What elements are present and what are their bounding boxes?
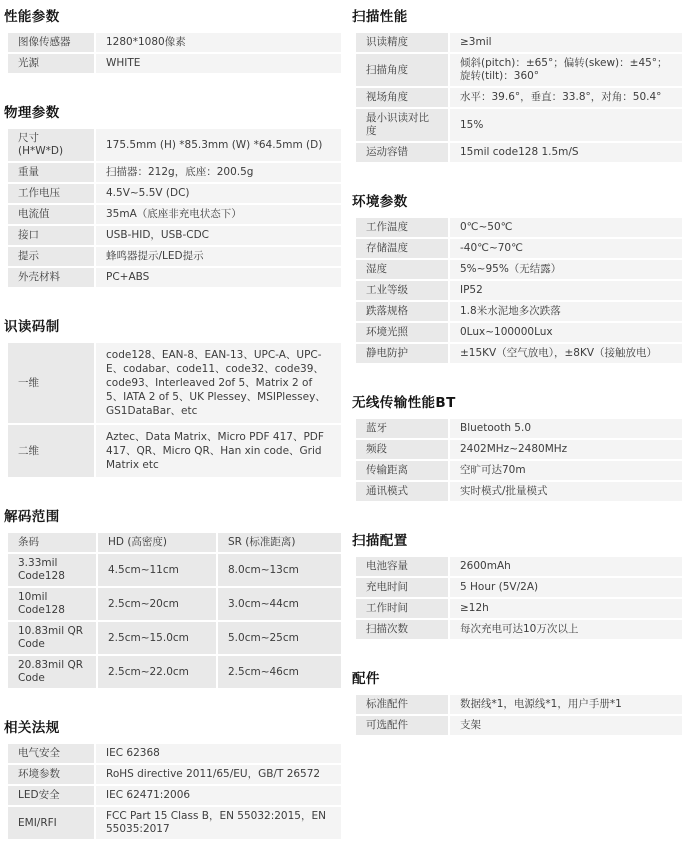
spec-table-scan-configuration: [356, 557, 682, 639]
spec-value: 空旷可达70m: [450, 461, 682, 480]
spec-value: 1280*1080像素: [96, 33, 341, 52]
section-title-scanning-performance: 扫描性能: [352, 9, 408, 25]
section-title-environmental-parameters: 环境参数: [352, 194, 408, 210]
table-header-row: [8, 533, 341, 552]
spec-row: [356, 54, 682, 86]
spec-row: [8, 765, 341, 784]
spec-label: 工业等级: [356, 281, 448, 300]
spec-label: 电池容量: [356, 557, 448, 576]
spec-row: [356, 557, 682, 576]
spec-label: 工作时间: [356, 599, 448, 618]
section-physical-parameters: [4, 106, 341, 287]
spec-value: ≥3mil: [450, 33, 682, 52]
spec-label: 存储温度: [356, 239, 448, 258]
spec-row: [8, 744, 341, 763]
spec-label: 充电时间: [356, 578, 448, 597]
column-header: 条码: [8, 533, 96, 552]
spec-value: 5 Hour (5V/2A): [450, 578, 682, 597]
section-readable-symbologies: [4, 320, 341, 477]
spec-row: [8, 807, 341, 839]
spec-value: IP52: [450, 281, 682, 300]
spec-value: IEC 62368: [96, 744, 341, 763]
spec-row: [8, 247, 341, 266]
section-regulations: [4, 721, 341, 839]
table-row: [8, 656, 341, 688]
spec-value: 实时模式/批量模式: [450, 482, 682, 501]
spec-value: 5%~95%（无结露）: [450, 260, 682, 279]
spec-value: 0Lux~100000Lux: [450, 323, 682, 342]
spec-table-physical-parameters: [8, 129, 341, 287]
spec-label: 传输距离: [356, 461, 448, 480]
section-title-scan-configuration: 扫描配置: [352, 533, 408, 549]
spec-value: -40℃~70℃: [450, 239, 682, 258]
spec-value: ≥12h: [450, 599, 682, 618]
spec-label: 一维: [8, 343, 94, 423]
spec-label: 静电防护: [356, 344, 448, 363]
spec-value: code128、EAN-8、EAN-13、UPC-A、UPC-E、codabar、code11、code32、code39、code93、Interleaved 2of 5、Matrix 2 of 5、IATA 2 of 5、UK Plessey、MSIPlessey、GS1DataBar、etc: [96, 343, 341, 423]
spec-row: [356, 88, 682, 107]
section-title-accessories: 配件: [352, 671, 380, 687]
spec-row: [356, 419, 682, 438]
table-cell: 3.0cm~44cm: [218, 588, 341, 620]
section-title-physical-parameters: 物理参数: [4, 105, 60, 121]
section-title-decode-range: 解码范围: [4, 509, 60, 525]
spec-value: 支架: [450, 716, 682, 735]
spec-value: ±15KV（空气放电），±8KV（接触放电）: [450, 344, 682, 363]
spec-row: [356, 143, 682, 162]
table-cell: 2.5cm~15.0cm: [98, 622, 216, 654]
table-cell: 10mil Code128: [8, 588, 96, 620]
spec-row: [356, 281, 682, 300]
spec-label: 电气安全: [8, 744, 94, 763]
spec-table-decode-range: [8, 533, 341, 688]
spec-row: [356, 695, 682, 714]
spec-row: [8, 205, 341, 224]
spec-label: 频段: [356, 440, 448, 459]
column-left: [4, 10, 341, 839]
spec-row: [8, 343, 341, 423]
spec-value: 每次充电可达10万次以上: [450, 620, 682, 639]
spec-value: 4.5V~5.5V (DC): [96, 184, 341, 203]
spec-table-wireless-bt: [356, 419, 682, 501]
spec-label: 二维: [8, 425, 94, 477]
table-cell: 2.5cm~22.0cm: [98, 656, 216, 688]
spec-value: USB-HID，USB-CDC: [96, 226, 341, 245]
spec-row: [8, 184, 341, 203]
spec-row: [356, 33, 682, 52]
spec-label: 视场角度: [356, 88, 448, 107]
spec-row: [8, 163, 341, 182]
spec-label: 扫描角度: [356, 54, 448, 86]
spec-row: [356, 599, 682, 618]
section-title-wireless-bt: 无线传输性能BT: [352, 395, 456, 411]
spec-row: [356, 461, 682, 480]
spec-row: [356, 239, 682, 258]
spec-row: [356, 218, 682, 237]
spec-row: [356, 716, 682, 735]
spec-value: 水平：39.6°，垂直：33.8°，对角：50.4°: [450, 88, 682, 107]
spec-row: [8, 54, 341, 73]
section-title-regulations: 相关法规: [4, 720, 60, 736]
spec-value: 蜂鸣器提示/LED提示: [96, 247, 341, 266]
spec-value: RoHS directive 2011/65/EU，GB/T 26572: [96, 765, 341, 784]
section-scan-configuration: [352, 534, 682, 639]
spec-label: 最小识读对比度: [356, 109, 448, 141]
column-right: [352, 10, 682, 839]
spec-label: 图像传感器: [8, 33, 94, 52]
spec-label: 提示: [8, 247, 94, 266]
spec-label: 标准配件: [356, 695, 448, 714]
spec-row: [8, 786, 341, 805]
spec-label: 尺寸 (H*W*D): [8, 129, 94, 161]
spec-value: Aztec、Data Matrix、Micro PDF 417、PDF 417、QR、Micro QR、Han xin code、Grid Matrix etc: [96, 425, 341, 477]
spec-label: 工作电压: [8, 184, 94, 203]
table-cell: 2.5cm~46cm: [218, 656, 341, 688]
section-title-performance-parameters: 性能参数: [4, 9, 60, 25]
table-cell: 5.0cm~25cm: [218, 622, 341, 654]
spec-row: [356, 344, 682, 363]
spec-value: WHITE: [96, 54, 341, 73]
spec-value: PC+ABS: [96, 268, 341, 287]
section-accessories: [352, 672, 682, 735]
section-title-readable-symbologies: 识读码制: [4, 319, 60, 335]
spec-label: 运动容错: [356, 143, 448, 162]
spec-row: [356, 109, 682, 141]
spec-label: 跌落规格: [356, 302, 448, 321]
table-cell: 8.0cm~13cm: [218, 554, 341, 586]
spec-label: 重量: [8, 163, 94, 182]
spec-value: 2402MHz~2480MHz: [450, 440, 682, 459]
spec-value: IEC 62471:2006: [96, 786, 341, 805]
spec-row: [8, 33, 341, 52]
spec-table-environmental-parameters: [356, 218, 682, 363]
spec-label: EMI/RFI: [8, 807, 94, 839]
spec-value: 15%: [450, 109, 682, 141]
table-cell: 3.33mil Code128: [8, 554, 96, 586]
table-cell: 2.5cm~20cm: [98, 588, 216, 620]
spec-label: 光源: [8, 54, 94, 73]
table-row: [8, 588, 341, 620]
section-wireless-bt: [352, 396, 682, 501]
spec-label: 外壳材料: [8, 268, 94, 287]
spec-row: [356, 620, 682, 639]
spec-row: [8, 226, 341, 245]
spec-label: 可选配件: [356, 716, 448, 735]
table-row: [8, 554, 341, 586]
spec-label: 通讯模式: [356, 482, 448, 501]
spec-label: 电流值: [8, 205, 94, 224]
spec-value: 倾斜(pitch)：±65°；偏转(skew)：±45°；旋转(tilt)：360°: [450, 54, 682, 86]
table-cell: 4.5cm~11cm: [98, 554, 216, 586]
column-header: SR (标准距离): [218, 533, 341, 552]
spec-label: LED安全: [8, 786, 94, 805]
spec-row: [356, 260, 682, 279]
spec-label: 扫描次数: [356, 620, 448, 639]
section-decode-range: [4, 510, 341, 688]
section-performance-parameters: [4, 10, 341, 73]
spec-table-accessories: [356, 695, 682, 735]
spec-label: 环境参数: [8, 765, 94, 784]
section-environmental-parameters: [352, 195, 682, 363]
spec-row: [356, 323, 682, 342]
spec-table-readable-symbologies: [8, 343, 341, 477]
spec-value: 15mil code128 1.5m/S: [450, 143, 682, 162]
table-cell: 10.83mil QR Code: [8, 622, 96, 654]
spec-value: 35mA（底座非充电状态下）: [96, 205, 341, 224]
spec-value: 数据线*1，电源线*1，用户手册*1: [450, 695, 682, 714]
spec-value: 2600mAh: [450, 557, 682, 576]
spec-value: FCC Part 15 Class B，EN 55032:2015，EN 55035:2017: [96, 807, 341, 839]
spec-row: [8, 268, 341, 287]
section-scanning-performance: [352, 10, 682, 162]
spec-row: [8, 425, 341, 477]
spec-value: 175.5mm (H) *85.3mm (W) *64.5mm (D): [96, 129, 341, 161]
spec-label: 工作温度: [356, 218, 448, 237]
spec-label: 环境光照: [356, 323, 448, 342]
spec-label: 蓝牙: [356, 419, 448, 438]
table-row: [8, 622, 341, 654]
table-cell: 20.83mil QR Code: [8, 656, 96, 688]
spec-row: [356, 440, 682, 459]
spec-value: 1.8米水泥地多次跌落: [450, 302, 682, 321]
spec-value: Bluetooth 5.0: [450, 419, 682, 438]
spec-table-scanning-performance: [356, 33, 682, 162]
spec-label: 识读精度: [356, 33, 448, 52]
spec-table-regulations: [8, 744, 341, 839]
spec-row: [356, 482, 682, 501]
spec-row: [356, 578, 682, 597]
spec-value: 0℃~50℃: [450, 218, 682, 237]
spec-label: 湿度: [356, 260, 448, 279]
spec-row: [8, 129, 341, 161]
column-header: HD (高密度): [98, 533, 216, 552]
spec-row: [356, 302, 682, 321]
spec-table-performance-parameters: [8, 33, 341, 73]
spec-label: 接口: [8, 226, 94, 245]
spec-value: 扫描器：212g，底座：200.5g: [96, 163, 341, 182]
